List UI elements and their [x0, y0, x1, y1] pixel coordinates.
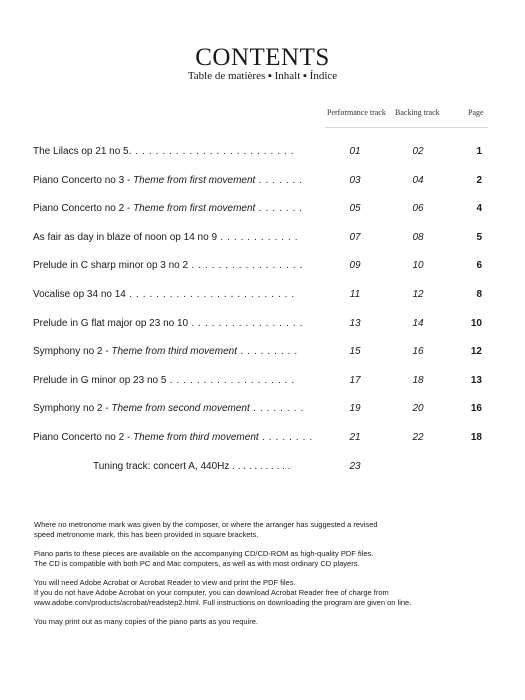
- entry-performance-track: 07: [349, 232, 361, 243]
- contents-entry: [0, 232, 525, 248]
- entry-page-number: 4: [476, 203, 482, 214]
- entry-title-text: Symphony no 2 -: [33, 346, 112, 357]
- entry-title: [33, 432, 313, 443]
- entry-backing-track: 08: [412, 232, 424, 243]
- entry-page-number: 2: [476, 175, 482, 186]
- contents-entry: [0, 375, 525, 391]
- entry-title: [33, 346, 298, 357]
- entry-title: [33, 375, 295, 386]
- contents-entry: [0, 318, 525, 334]
- entry-performance-track: 03: [349, 175, 361, 186]
- entry-page-number: 6: [476, 260, 482, 271]
- entry-title-text: Piano Concerto no 2 -: [33, 203, 134, 214]
- entry-performance-track: 11: [349, 289, 361, 300]
- entry-page-number: 1: [476, 146, 482, 157]
- entry-leader-dots: . . . . . . . . . . . . . . . . . . . . . . . . .: [125, 289, 295, 300]
- entry-page-number: 8: [476, 289, 482, 300]
- entry-leader-dots: . . . . . . . . . . . . . . . . .: [188, 260, 303, 271]
- note-line: You will need Adobe Acrobat or Acrobat Reader to view and print the PDF files.: [34, 578, 296, 587]
- note-line: www.adobe.com/products/acrobat/readstep2.html. Full instructions on downloading the program are given on line.: [34, 598, 412, 607]
- contents-entry: [0, 403, 525, 419]
- entry-page-number: 10: [470, 318, 482, 329]
- entry-title: [33, 403, 304, 414]
- entry-leader-dots: . . . . . . . . .: [236, 346, 298, 357]
- entry-title: [33, 260, 303, 271]
- entry-title: [33, 318, 303, 329]
- entry-page-number: 13: [470, 375, 482, 386]
- entry-leader-dots: . . . . . . . . . . . . . . . . . . .: [166, 375, 295, 386]
- contents-entry: [0, 346, 525, 362]
- note-line: Where no metronome mark was given by the composer, or where the arranger has suggested a revised: [34, 520, 378, 529]
- entry-performance-track: 19: [349, 403, 361, 414]
- entry-performance-track: 13: [349, 318, 361, 329]
- entry-leader-dots: . . . . . . .: [255, 175, 303, 186]
- note-line: Piano parts to these pieces are available on the accompanying CD/CD-ROM as high-quality PDF files.: [34, 549, 374, 558]
- header-divider: [325, 127, 488, 128]
- tuning-leader-dots: . . . . . . . . . . .: [229, 461, 291, 472]
- column-header-backing: Backing track: [395, 108, 440, 117]
- contents-entry: [0, 146, 525, 162]
- entry-leader-dots: . . . . . . . .: [258, 432, 313, 443]
- entry-title-text: Symphony no 2 -: [33, 403, 112, 414]
- entry-title-text: Vocalise op 34 no 14: [33, 289, 126, 300]
- entry-backing-track: 12: [412, 289, 424, 300]
- entry-title-text: Piano Concerto no 2 -: [33, 432, 134, 443]
- note-metronome: [34, 520, 504, 540]
- entry-backing-track: 10: [412, 260, 424, 271]
- entry-title: [33, 203, 303, 214]
- tuning-performance-track: 23: [349, 461, 361, 472]
- note-line: If you do not have Adobe Acrobat on your computer, you can download Acrobat Reader free of charge from: [34, 588, 389, 597]
- entry-title-text: The Lilacs op 21 no 5: [33, 146, 129, 157]
- entry-backing-track: 16: [412, 346, 424, 357]
- contents-entry: [0, 432, 525, 448]
- entry-leader-dots: . . . . . . . . . . . .: [217, 232, 299, 243]
- note-cdrom: [34, 549, 504, 569]
- entry-title: [33, 289, 295, 300]
- column-header-page: Page: [468, 108, 484, 117]
- entry-title: [33, 232, 298, 243]
- entry-subtitle: Theme from first movement: [133, 203, 256, 214]
- entry-subtitle: Theme from first movement: [133, 175, 256, 186]
- contents-entry: [0, 203, 525, 219]
- entry-leader-dots: . . . . . . . .: [249, 403, 304, 414]
- note-print: [34, 617, 504, 627]
- entry-backing-track: 02: [412, 146, 424, 157]
- entry-title-text: Prelude in G minor op 23 no 5: [33, 375, 167, 386]
- notes-section: [34, 520, 504, 636]
- entry-title-text: As fair as day in blaze of noon op 14 no 9: [33, 232, 218, 243]
- entry-subtitle: Theme from third movement: [133, 432, 259, 443]
- contents-entry: [0, 260, 525, 276]
- entry-page-number: 12: [470, 346, 482, 357]
- entry-page-number: 16: [470, 403, 482, 414]
- contents-entry: [0, 289, 525, 305]
- entry-backing-track: 06: [412, 203, 424, 214]
- tuning-track-title: [93, 461, 291, 472]
- entry-performance-track: 01: [349, 146, 361, 157]
- note-line: speed metronome mark, this has been provided in square brackets.: [34, 530, 259, 539]
- entry-subtitle: Theme from second movement: [111, 403, 250, 414]
- note-acrobat: [34, 578, 504, 608]
- page-title: CONTENTS: [195, 44, 330, 71]
- entry-performance-track: 21: [349, 432, 361, 443]
- contents-entry: [0, 175, 525, 191]
- page-subtitle: Table de matières ▪ Inhalt ▪ Índice: [187, 70, 338, 82]
- entry-subtitle: Theme from third movement: [111, 346, 237, 357]
- entry-page-number: 18: [470, 432, 482, 443]
- note-line: You may print out as many copies of the piano parts as you require.: [34, 617, 259, 626]
- entry-title-text: Prelude in C sharp minor op 3 no 2: [33, 260, 189, 271]
- note-line: The CD is compatible with both PC and Mac computers, as well as with most ordinary CD players.: [34, 559, 360, 568]
- entry-performance-track: 17: [349, 375, 361, 386]
- entry-page-number: 5: [476, 232, 482, 243]
- entry-leader-dots: . . . . . . . . . . . . . . . . . . . . . . . . .: [128, 146, 295, 157]
- column-header-performance: Performance track: [327, 108, 386, 117]
- entry-backing-track: 04: [412, 175, 424, 186]
- entry-leader-dots: . . . . . . . . . . . . . . . . .: [188, 318, 303, 329]
- entry-backing-track: 18: [412, 375, 424, 386]
- entry-title: [33, 146, 294, 157]
- tuning-track-label: Tuning track: concert A, 440Hz: [93, 461, 230, 472]
- entry-title-text: Prelude in G flat major op 23 no 10: [33, 318, 189, 329]
- entry-backing-track: 14: [412, 318, 424, 329]
- entry-performance-track: 15: [349, 346, 361, 357]
- entry-performance-track: 09: [349, 260, 361, 271]
- entry-backing-track: 20: [412, 403, 424, 414]
- entry-backing-track: 22: [412, 432, 424, 443]
- entry-performance-track: 05: [349, 203, 361, 214]
- entry-title-text: Piano Concerto no 3 -: [33, 175, 134, 186]
- entry-title: [33, 175, 303, 186]
- entry-leader-dots: . . . . . . .: [255, 203, 303, 214]
